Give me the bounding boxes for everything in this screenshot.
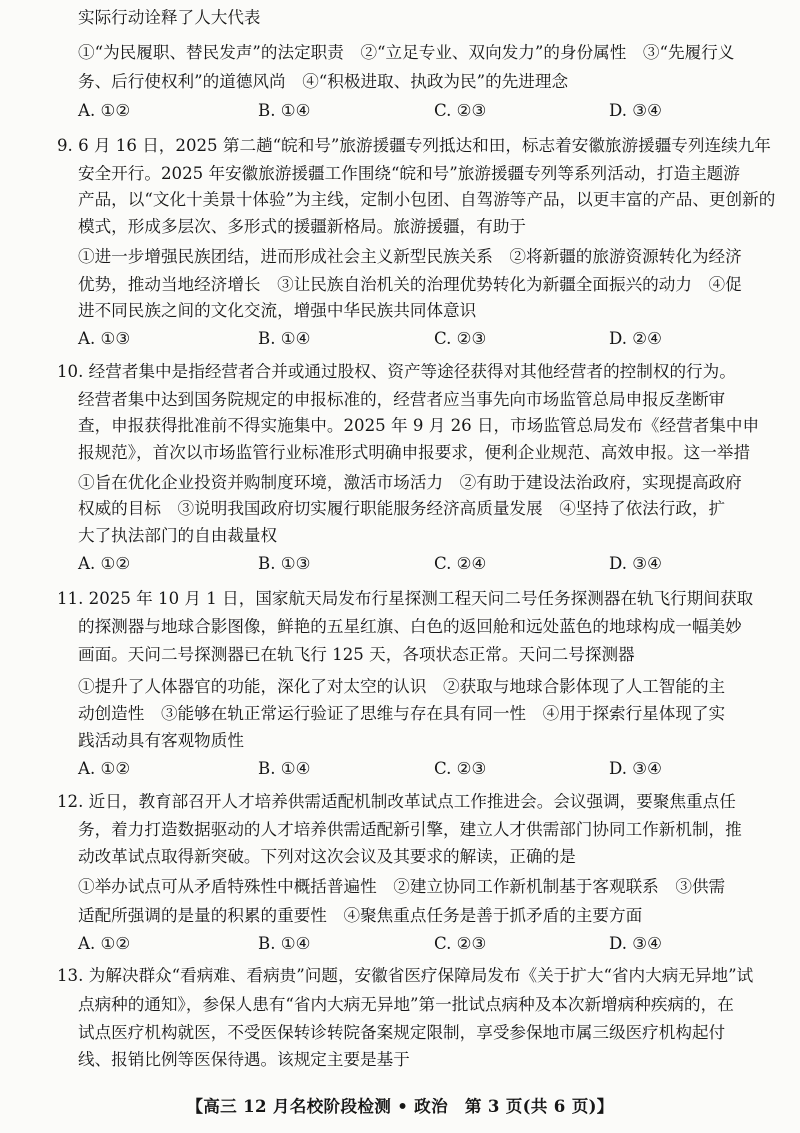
choice-d: D. ③④ [609, 101, 663, 120]
choice-c: C. ②③ [434, 759, 487, 778]
q11-line: 践活动具有客观物质性 [78, 731, 244, 750]
q9-line: 优势，推动当地经济增长 ③让民族自治机关的治理优势转化为新疆全面振兴的动力 ④促 [78, 275, 742, 294]
q9-line: 模式，形成多层次、多形式的援疆新格局。旅游援疆，有助于 [78, 217, 527, 236]
q9-line: ①进一步增强民族团结，进而形成社会主义新型民族关系 ②将新疆的旅游资源转化为经济 [78, 247, 742, 266]
choice-b: B. ①③ [258, 554, 311, 573]
q13-line: 13. 为解决群众“看病难、看病贵”问题，安徽省医疗保障局发布《关于扩大“省内大病无异地”试 [57, 966, 754, 985]
q12-line: 动改革试点取得新突破。下列对这次会议及其要求的解读，正确的是 [78, 847, 576, 866]
q11-line: 的探测器与地球合影图像，鲜艳的五星红旗、白色的返回舱和远处蓝色的地球构成一幅美妙 [78, 617, 742, 636]
q8-options-line-1: ①“为民履职、替民发声”的法定职责 ②“立足专业、双向发力”的身份属性 ③“先履行义 [78, 43, 735, 62]
q9-line: 进不同民族之间的文化交流，增强中华民族共同体意识 [78, 301, 477, 320]
choice-a: A. ①② [78, 554, 131, 573]
q11-choices [78, 755, 778, 783]
q11-line: 画面。天问二号探测器已在轨飞行 125 天，各项状态正常。天问二号探测器 [78, 645, 635, 664]
choice-c: C. ②③ [434, 934, 487, 953]
choice-a: A. ①② [78, 101, 131, 120]
choice-a: A. ①② [78, 759, 131, 778]
q10-choices [78, 550, 778, 578]
choice-b: B. ①④ [258, 934, 311, 953]
choice-d: D. ③④ [609, 934, 663, 953]
q10-line: 权威的目标 ③说明我国政府切实履行职能服务经济高质量发展 ④坚持了依法行政，扩 [78, 499, 726, 518]
q10-line: 经营者集中达到国务院规定的申报标准的，经营者应当事先向市场监管总局申报反垄断审 [78, 390, 726, 409]
q10-line: 查，申报获得批准前不得实施集中。2025 年 9 月 26 日，市场监管总局发布《经营者集中申 [78, 416, 760, 435]
q10-line: 大了执法部门的自由裁量权 [78, 526, 278, 545]
q12-line: 适配所强调的是量的积累的重要性 ④聚焦重点任务是善于抓矛盾的主要方面 [78, 906, 643, 925]
choice-c: C. ②④ [434, 554, 487, 573]
choice-d: D. ③④ [609, 759, 663, 778]
q8-stem-tail: 实际行动诠释了人大代表 [78, 8, 261, 27]
q8-options-line-2: 务、后行使权利”的道德风尚 ④“积极进取、执政为民”的先进理念 [78, 72, 569, 91]
q9-choices [78, 325, 778, 353]
q12-line: 务，着力打造数据驱动的人才培养供需适配新引擎，建立人才供需部门协同工作新机制，推 [78, 820, 742, 839]
q13-line: 试点医疗机构就医，不受医保转诊转院备案规定限制，享受参保地市属三级医疗机构起付 [78, 1023, 726, 1042]
choice-a: A. ①③ [78, 329, 131, 348]
choice-c: C. ②③ [434, 101, 487, 120]
choice-c: C. ②③ [434, 329, 487, 348]
q11-line: 11. 2025 年 10 月 1 日，国家航天局发布行星探测工程天问二号任务探测器在轨飞行期间获取 [57, 589, 754, 608]
q11-line: ①提升了人体器官的功能，深化了对太空的认识 ②获取与地球合影体现了人工智能的主 [78, 677, 726, 696]
choice-d: D. ②④ [609, 329, 663, 348]
q9-line: 9. 6 月 16 日，2025 第二趟“皖和号”旅游援疆专列抵达和田，标志着安徽旅游援疆专列连续九年 [57, 136, 771, 155]
choice-a: A. ①② [78, 934, 131, 953]
q12-choices [78, 930, 778, 958]
choice-b: B. ①④ [258, 759, 311, 778]
q13-line: 点病种的通知》，参保人患有“省内大病无异地”第一批试点病种及本次新增病种疾病的，在 [78, 995, 734, 1014]
q11-line: 动创造性 ③能够在轨正常运行验证了思维与存在具有同一性 ④用于探索行星体现了实 [78, 704, 726, 723]
q12-line: ①举办试点可从矛盾特殊性中概括普遍性 ②建立协同工作新机制基于客观联系 ③供需 [78, 877, 726, 896]
q12-line: 12. 近日，教育部召开人才培养供需适配机制改革试点工作推进会。会议强调，要聚焦重点任 [57, 792, 736, 811]
choice-b: B. ①④ [258, 329, 311, 348]
choice-b: B. ①④ [258, 101, 311, 120]
q10-line: 10. 经营者集中是指经营者合并或通过股权、资产等途径获得对其他经营者的控制权的行为。 [57, 362, 736, 381]
q10-line: ①旨在优化企业投资并购制度环境，激活市场活力 ②有助于建设法治政府，实现提高政府 [78, 473, 742, 492]
q9-line: 产品，以“文化十美景十体验”为主线，定制小包团、自驾游等产品，以更丰富的产品、更创新的 [78, 190, 776, 209]
choice-d: D. ③④ [609, 554, 663, 573]
q13-line: 线、报销比例等医保待遇。该规定主要是基于 [78, 1050, 410, 1069]
q8-choices [78, 97, 778, 125]
q10-line: 报规范》，首次以市场监管行业标准形式明确申报要求，便利企业规范、高效申报。这一举措 [78, 443, 751, 462]
q9-line: 安全开行。2025 年安徽旅游援疆工作围绕“皖和号”旅游援疆专列等系列活动，打造主题游 [78, 164, 740, 183]
page-footer: 【高三 12 月名校阶段检测 • 政治 第 3 页(共 6 页)】 [186, 1096, 614, 1116]
